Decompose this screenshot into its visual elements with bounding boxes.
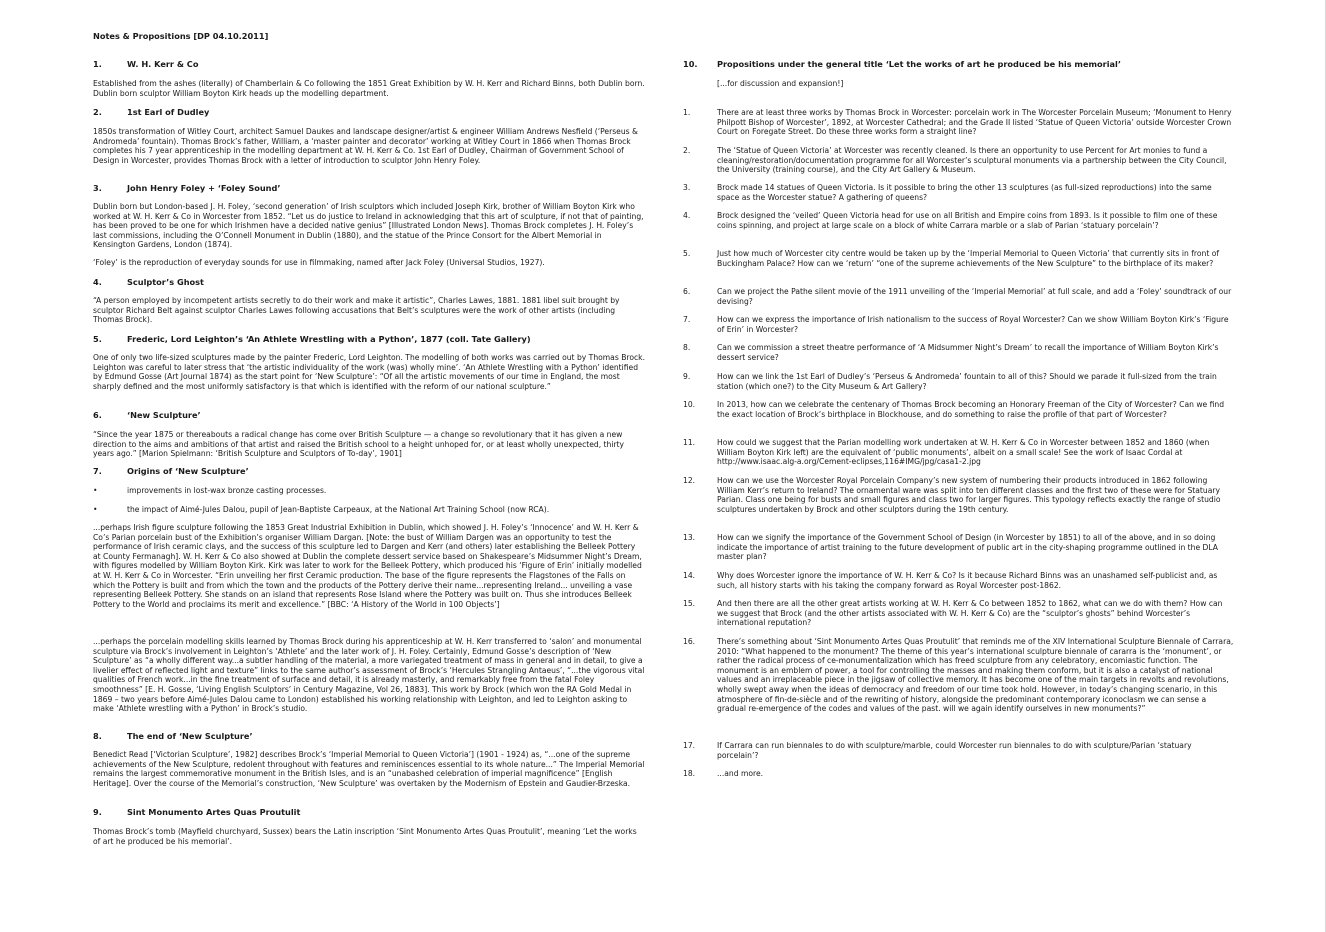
item-text: In 2013, how can we celebrate the centenary of Thomas Brock becoming an Honorary Freeman of the City of Worcester? Can we find the exact location of Brock’s birthplace in Blockhouse, and do something to raise the profile of that part of Worcester? xyxy=(717,400,1225,419)
proposition-item xyxy=(683,769,1235,779)
item-number: 4. xyxy=(683,211,691,220)
section-heading-1 xyxy=(93,59,198,69)
section-number: 9. xyxy=(93,807,102,817)
section-paragraph: Benedict Read [‘Victorian Sculpture’, 1982] describes Brock’s ‘Imperial Memorial to Queen Victoria’] (1901 - 1924) as, “...one of the supreme achievements of the New Sculpture, redolent throughout with features and reminiscences essential to its whole nature...” The Imperial Memorial remains the largest commemorative monument in the British Isles, and is an “unabashed celebration of imperial magnificence” [English Heritage]. Over the course of the Memorial’s construction, ‘New Sculpture’ was overtaken by the Modernism of Epstein and Gaudier-Brzeska. xyxy=(93,750,645,788)
section-heading-3 xyxy=(93,183,280,193)
proposition-item xyxy=(683,476,1235,514)
item-number: 3. xyxy=(683,183,691,192)
section-paragraph: ‘Foley’ is the reproduction of everyday sounds for use in filmmaking, named after Jack Foley (Universal Studios, 1927). xyxy=(93,258,545,267)
section-paragraph: Dublin born but London-based J. H. Foley, ‘second generation’ of Irish sculptors which included Joseph Kirk, brother of William Boyton Kirk who worked at W. H. Kerr & Co in Worcester from 1852. “Let us do justice to Ireland in acknowledging that this art of sculpture, if not that of painting, has been proved to be one for which Irishmen have a decided native genius” [Illustrated London News]. Thomas Brock completes J. H. Foley’s last commissions, including the O’Connell Monument in Dublin (1880), and the statue of the Prince Consort for the Albert Memorial in Kensington Gardens, London (1874). xyxy=(93,202,644,250)
document-title: Notes & Propositions [DP 04.10.2011] xyxy=(93,31,269,41)
item-text: Brock made 14 statues of Queen Victoria. Is it possible to bring the other 13 sculptures (as full-sized reproductions) into the same space as the Worcester statue? A gathering of queens? xyxy=(717,183,1212,202)
proposition-item xyxy=(683,400,1235,419)
item-number: 13. xyxy=(683,533,696,542)
section-number: 3. xyxy=(93,183,102,193)
item-number: 6. xyxy=(683,287,691,296)
section-number: 10. xyxy=(683,59,698,69)
section-title: W. H. Kerr & Co xyxy=(127,59,199,69)
item-text: If Carrara can run biennales to do with sculpture/marble, could Worcester run biennales to do with sculpture/Parian ‘statuary porcelain’? xyxy=(717,741,1192,760)
bullet-item: • the impact of Aimé-Jules Dalou, pupil of Jean-Baptiste Carpeaux, at the National Art Training School (now RCA). xyxy=(93,505,550,514)
section-paragraph: 1850s transformation of Witley Court, architect Samuel Daukes and landscape designer/artist & engineer William Andrews Nesfield (‘Perseus & Andromeda’ fountain). Thomas Brock’s father, William, a ‘master painter and decorator’ working at Witley Court in 1866 when Thomas Brock completes his 7 year apprenticeship in the modelling department at W. H. Kerr & Co. 1st Earl of Dudley, Chairman of Government School of Design in Worcester, provides Thomas Brock with a letter of introduction to sculptor John Henry Foley. xyxy=(93,127,638,165)
section-number: 1. xyxy=(93,59,102,69)
section-heading-7 xyxy=(93,466,249,476)
proposition-item xyxy=(683,211,1235,230)
item-text: Can we project the Pathe silent movie of the 1911 unveiling of the ‘Imperial Memorial’ at full scale, and add a ‘Foley’ soundtrack of our devising? xyxy=(717,287,1232,306)
section-heading-2 xyxy=(93,107,209,117)
proposition-item xyxy=(683,741,1235,760)
section-number: 2. xyxy=(93,107,102,117)
item-number: 16. xyxy=(683,637,696,646)
bullet-text: the impact of Aimé-Jules Dalou, pupil of Jean-Baptiste Carpeaux, at the National Art Training School (now RCA). xyxy=(127,505,550,514)
item-number: 11. xyxy=(683,438,696,447)
proposition-item xyxy=(683,287,1235,306)
item-number: 1. xyxy=(683,108,691,117)
item-number: 18. xyxy=(683,769,696,778)
section-number: 6. xyxy=(93,410,102,420)
proposition-item xyxy=(683,533,1235,562)
proposition-item xyxy=(683,438,1235,467)
proposition-item xyxy=(683,343,1235,362)
proposition-item xyxy=(683,183,1235,202)
section-title: Propositions under the general title ‘Let the works of art he produced be his memorial’ xyxy=(717,59,1121,69)
item-number: 2. xyxy=(683,146,691,155)
section-title: ‘New Sculpture’ xyxy=(127,410,201,420)
item-number: 8. xyxy=(683,343,691,352)
bullet-item: • improvements in lost-wax bronze casting processes. xyxy=(93,486,327,495)
item-text: How can we link the 1st Earl of Dudley’s ‘Perseus & Andromeda’ fountain to all of this? Should we parade it full-sized from the train station (which one?) to the City Museum & Art Gallery? xyxy=(717,372,1217,391)
item-text: Brock designed the ‘veiled’ Queen Victoria head for use on all British and Empire coins from 1893. Is it possible to film one of these coins spinning, and project at large scale on a block of white Carrara marble or a slab of Parian ‘statuary porcelain’? xyxy=(717,211,1218,230)
section-number: 7. xyxy=(93,466,102,476)
section-paragraph: Established from the ashes (literally) of Chamberlain & Co following the 1851 Great Exhibition by W. H. Kerr and Richard Binns, both Dublin born. Dublin born sculptor William Boyton Kirk heads up the modelling department. xyxy=(93,79,645,98)
item-text: How can we express the importance of Irish nationalism to the success of Royal Worcester? Can we show William Boyton Kirk’s ‘Figure of Erin’ in Worcester? xyxy=(717,315,1229,334)
section-paragraph: ...perhaps Irish figure sculpture following the 1853 Great Industrial Exhibition in Dublin, which showed J. H. Foley’s ‘Innocence’ and W. H. Kerr & Co’s Parian porcelain bust of the Exhibition’s organiser William Dargan. [Note: the bust of William Dargen was an opportunity to test the performance of Irish ceramic clays, and the success of this sculpture led to Dargen and Kerr (and others) later establishing the Belleek Pottery at County Fermanagh]. W. H. Kerr & Co also showed at Dublin the complete dessert service based on Shakespeare’s Midsummer Night’s Dream, with figures modelled by William Boyton Kirk. Kirk was later to work for the Belleek Pottery, which produced his ‘Figure of Erin’ initially modelled at W. H. Kerr & Co in Worcester. “Erin unveiling her first Ceramic production. The base of the figure represents the Flagstones of the Falls on which the Pottery is built and from which the town and the products of the Pottery derive their name...representing Ireland... unveiling a vase representing Belleek Pottery. She stands on an island that represents Rose Island where the Pottery was built on. Thus she introduces Belleek Pottery to the World and proclaims its merit and excellence.” [BBC: ‘A History of the World in 100 Objects’] xyxy=(93,523,642,609)
item-number: 15. xyxy=(683,599,696,608)
item-number: 12. xyxy=(683,476,696,485)
section-heading-5 xyxy=(93,334,531,344)
section-title: Sint Monumento Artes Quas Proutulit xyxy=(127,807,301,817)
item-text: Just how much of Worcester city centre would be taken up by the ‘Imperial Memorial to Queen Victoria’ that currently sits in front of Buckingham Palace? How can we ‘return’ “one of the supreme achievements of the New Sculpture” to the birthplace of its maker? xyxy=(717,249,1220,268)
section-number: 4. xyxy=(93,277,102,287)
section-number: 5. xyxy=(93,334,102,344)
section-paragraph: “A person employed by incompetent artists secretly to do their work and make it artistic”, Charles Lawes, 1881. 1881 libel suit brought by sculptor Richard Belt against sculptor Charles Lawes following accusations that Belt’s sculptures were the work of other artists (including Thomas Brock). xyxy=(93,296,620,325)
item-number: 14. xyxy=(683,571,696,580)
item-number: 9. xyxy=(683,372,691,381)
item-text: How could we suggest that the Parian modelling work undertaken at W. H. Kerr & Co in Worcester between 1852 and 1860 (when William Boyton Kirk left) are the equivalent of ‘public monuments’, albeit on a small scale! See the work of Isaac Cordal at http://www.isaac.alg-a.org/Cement-eclipses,116#IMG/jpg/casa1-2.jpg xyxy=(717,438,1210,467)
proposition-item xyxy=(683,372,1235,391)
item-text: Can we commission a street theatre performance of ‘A Midsummer Night’s Dream’ to recall the importance of William Boyton Kirk’s dessert service? xyxy=(717,343,1219,362)
item-text: How can we signify the importance of the Government School of Design (in Worcester by 1851) to all of the above, and in so doing indicate the importance of artist training to the future development of public art in the city-shaping programme outlined in the DLA master plan? xyxy=(717,533,1219,562)
proposition-item xyxy=(683,571,1235,590)
propositions-heading xyxy=(683,59,1121,69)
bullet-text: improvements in lost-wax bronze casting processes. xyxy=(127,486,327,495)
item-number: 5. xyxy=(683,249,691,258)
section-paragraph: “Since the year 1875 or thereabouts a radical change has come over British Sculpture — a change so revolutionary that it has given a new direction to the aims and ambitions of that artist and raised the British school to a height unhoped for, or at least wholly unexpected, thirty years ago.” [Marion Spielmann: ‘British Sculpture and Sculptors of To-day’, 1901] xyxy=(93,430,625,459)
proposition-item xyxy=(683,146,1235,175)
section-number: 8. xyxy=(93,731,102,741)
section-heading-9 xyxy=(93,807,300,817)
section-title: Sculptor’s Ghost xyxy=(127,277,204,287)
item-text: There’s something about ‘Sint Monumento Artes Quas Proutulit’ that reminds me of the XIV International Sculpture Biennale of Carrara, 2010: “What happened to the monument? The theme of this year’s international sculpture biennale of cararra is the ‘monument’, or rather the radical process of ce-monumentalization which has freed sculpture from any celebratory, encomiastic function. The monument is an emblem of power, a tool for controlling the masses and making them conform, but it is also a catalyst of national values and an irreplaceable piece in the jigsaw of collective memory. It has become one of the main targets in revolts and revolutions, wholly swept away when the ideas of democracy and freedom of our time took hold. However, in today’s changing scenario, in this atmosphere of fin-de-siècle and of the rewriting of history, alongside the predominant contemporary iconoclasm we can sense a gradual re-emergence of the codes and values of the past. will we again identify ourselves in new monuments?” xyxy=(717,637,1234,714)
item-text: The ‘Statue of Queen Victoria’ at Worcester was recently cleaned. Is there an opportunity to use Percent for Art monies to fund a cleaning/restoration/documentation programme for all Worcester’s sculptural monuments via a partnership between the City Council, the University (training course), and the City Art Gallery & Museum. xyxy=(717,146,1227,175)
section-heading-8 xyxy=(93,731,253,741)
item-text: How can we use the Worcester Royal Porcelain Company’s new system of numbering their products introduced in 1862 following William Kerr’s return to Ireland? The ornamental ware was split into ten different classes and the first two of these were for Statuary Parian. Class one being for busts and small figures and class two for larger figures. This typology reflects exactly the range of studio sculptures undertaken by Brock and other sculptors during the 19th century. xyxy=(717,476,1221,514)
item-text: There are at least three works by Thomas Brock in Worcester: porcelain work in The Worcester Porcelain Museum; ‘Monument to Henry Philpott Bishop of Worcester’, 1892, at Worcester Cathedral; and the Grade II listed ‘Statue of Queen Victoria’ outside Worcester Crown Court on Foregate Street. Do these three works form a straight line? xyxy=(717,108,1232,137)
proposition-item xyxy=(683,315,1235,334)
section-paragraph: ...perhaps the porcelain modelling skills learned by Thomas Brock during his apprenticeship at W. H. Kerr transferred to ‘salon’ and monumental sculpture via Brock’s involvement in Leighton’s ‘Athlete’ and the later work of J. H. Foley. Certainly, Edmund Gosse’s description of ‘New Sculpture’ as “a wholly different way...a subtler handling of the material, a more variegated treatment of mass in general and in detail, to give a livelier effect of reflected light and texture” links to the same author’s assessment of Brock’s ‘Hercules Strangling Antaeus’, “...the vigorous vital qualities of French work...in the fine treatment of surface and detail, it is already masterly, and remarkably free from the fatal Foley smoothness” [E. H. Gosse, ‘Living English Sculptors’ in Century Magazine, Vol 26, 1883]. This work by Brock (which won the RA Gold Medal in 1869 – two years before Aimé-Jules Dalou came to London) established his working relationship with Leighton, and led to Leighton asking to make ‘Athlete wrestling with a Python’ in Brock’s studio. xyxy=(93,637,645,714)
section-heading-6 xyxy=(93,410,201,420)
section-heading-4 xyxy=(93,277,204,287)
section-title: The end of ‘New Sculpture’ xyxy=(127,731,253,741)
proposition-item xyxy=(683,599,1235,628)
section-paragraph: Thomas Brock’s tomb (Mayfield churchyard, Sussex) bears the Latin inscription ‘Sint Monumento Artes Quas Proutulit’, meaning ‘Let the works of art he produced be his memorial’. xyxy=(93,827,637,846)
section-title: 1st Earl of Dudley xyxy=(127,107,210,117)
section-title: Origins of ‘New Sculpture’ xyxy=(127,466,249,476)
proposition-item xyxy=(683,249,1235,268)
item-number: 17. xyxy=(683,741,696,750)
item-text: Why does Worcester ignore the importance of W. H. Kerr & Co? Is it because Richard Binns was an unashamed self-publicist and, as such, all history starts with his taking the company forward as Royal Worcester post-1862. xyxy=(717,571,1218,590)
section-title: Frederic, Lord Leighton’s ‘An Athlete Wrestling with a Python’, 1877 (coll. Tate Gallery) xyxy=(127,334,531,344)
propositions-subtitle: [...for discussion and expansion!] xyxy=(717,79,844,88)
item-text: And then there are all the other great artists working at W. H. Kerr & Co between 1852 to 1862, what can we do with them? How can we suggest that Brock (and the other artists associated with W. H. Kerr & Co) are the “sculptor’s ghosts” behind Worcester’s international reputation? xyxy=(717,599,1223,628)
item-number: 10. xyxy=(683,400,696,409)
section-title: John Henry Foley + ‘Foley Sound’ xyxy=(127,183,281,193)
section-paragraph: One of only two life-sized sculptures made by the painter Frederic, Lord Leighton. The modelling of both works was carried out by Thomas Brock. Leighton was careful to later stress that ‘the artistic individuality of the work (was) wholly mine’. ‘An Athlete Wrestling with a Python’ identified by Edmund Gosse (Art Journal 1874) as the start point for ‘New Sculpture’: “Of all the artistic movements of our time in England, the most sharply defined and the most uniformly satisfactory is that which is identified with the reform of our national sculpture.” xyxy=(93,353,645,391)
proposition-item xyxy=(683,637,1235,714)
item-number: 7. xyxy=(683,315,691,324)
proposition-item xyxy=(683,108,1235,137)
item-text: ...and more. xyxy=(717,769,764,778)
